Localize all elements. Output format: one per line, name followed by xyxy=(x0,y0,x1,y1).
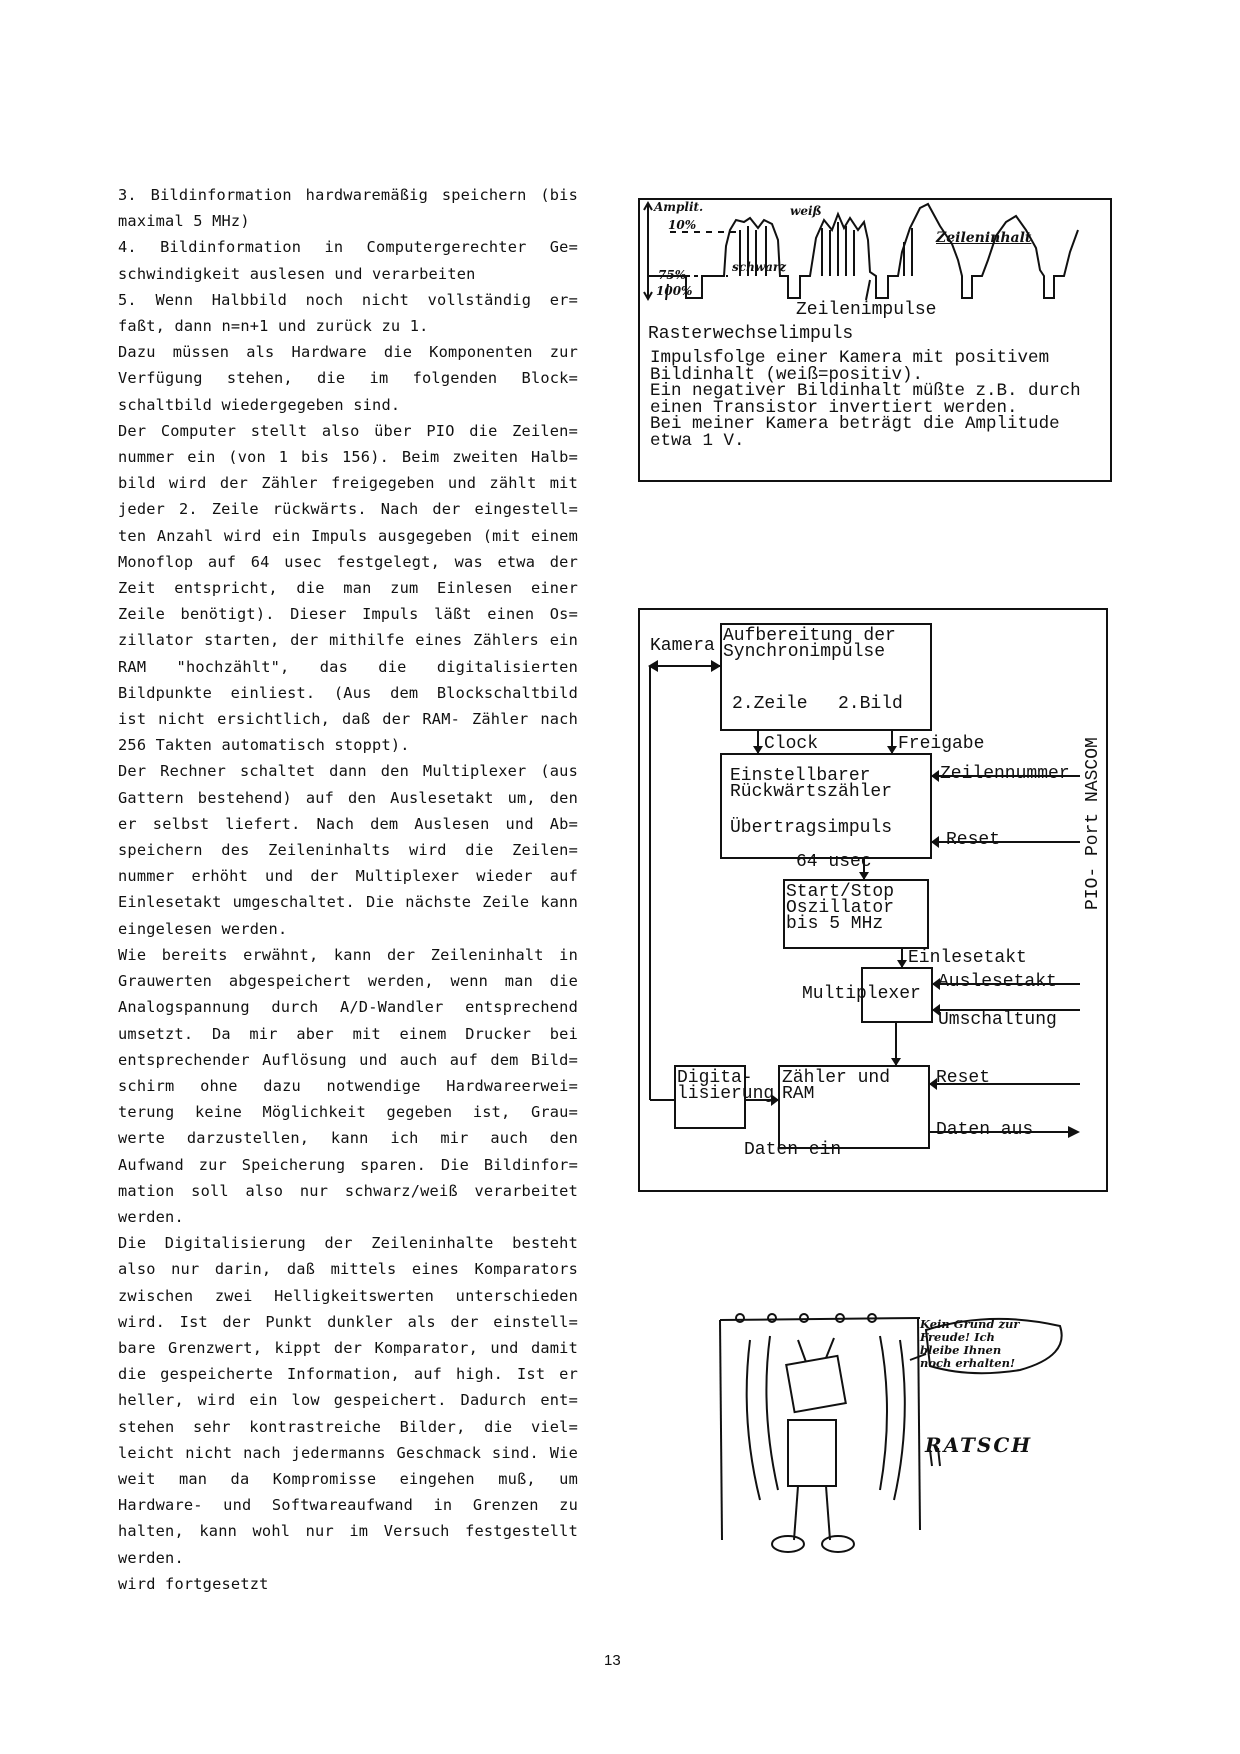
sync-box-line: Aufbereitung der xyxy=(723,626,896,646)
oscillator-line: Start/Stop xyxy=(786,882,895,902)
daten-aus-label: Daten aus xyxy=(936,1120,1034,1140)
caption-line: etwa 1 V. xyxy=(650,430,745,451)
ratsch-sound: RATSCH xyxy=(925,1433,1033,1457)
paragraph: Die Digitalisierung der Zeileninhalte besteht also nur darin, daß mittels eines Komparators zwischen zwei Helligkeitswerten unterschieden wird. Ist der Punkt dunkler als der einstell= bare Grenzwert, kippt der Komparator, und damit die gespeicherte Information, auf high. Ist er heller, wird ein low gespeichert. Dadurch ent= stehen sehr kontrastreiche Bilder, die viel= leicht nicht nach jedermanns Geschmack sind. Wie weit man da Kompromisse eingehen muß, um Hardware- und Softwareaufwand in Grenzen zu halten, kann wohl nur im Versuch festgestellt werden. xyxy=(118,1234,578,1567)
clock-label: Clock xyxy=(764,734,819,754)
article-text xyxy=(108,182,578,1597)
counter-box-line: Rückwärtszähler xyxy=(730,782,893,802)
zeile-label: 2.Zeile xyxy=(732,694,808,714)
ram-box-line: Zähler und xyxy=(782,1068,891,1088)
bubble-line: bleibe Ihnen xyxy=(920,1343,1002,1357)
paragraph: 5. Wenn Halbbild noch nicht vollständig er= faßt, dann n=n+1 und zurück zu 1. xyxy=(118,290,578,336)
caption-line: Bei meiner Kamera beträgt die Amplitude xyxy=(650,414,1060,434)
schwarz-note: schwarz xyxy=(732,260,787,274)
port-label: PIO- Port NASCOM xyxy=(1083,737,1103,910)
uebertrag-label: Übertragsimpuls xyxy=(730,818,893,838)
counter-box-line: Einstellbarer xyxy=(730,766,871,786)
caption-line: Impulsfolge einer Kamera mit positivem xyxy=(650,348,1050,368)
reset-label: Reset xyxy=(936,1068,991,1088)
auslesetakt-label: Auslesetakt xyxy=(938,972,1057,992)
zeilenimpulse-label: Zeilenimpulse xyxy=(796,300,937,320)
cartoon xyxy=(690,1300,1070,1560)
paragraph: 4. Bildinformation in Computergerechter Ge= schwindigkeit auslesen und verarbeiten xyxy=(118,238,578,283)
figure-caption xyxy=(650,350,1100,449)
zeilennummer-label: Zeilennummer xyxy=(940,764,1070,784)
bubble-line: Freude! Ich xyxy=(920,1330,995,1344)
percent-10-note: 10% xyxy=(668,218,697,232)
bild-label: 2.Bild xyxy=(838,694,903,714)
paragraph: Der Rechner schaltet dann den Multiplexer (aus Gattern bestehend) auf den Auslesetakt um, den er selbst liefert. Nach dem Auslesen und Ab= speichern des Zeileninhalts wird die Zeilen= nummer erhöht und der Multiplexer wieder auf Einlesetakt umgeschaltet. Die nächste Zeile kann eingelesen werden. xyxy=(118,762,578,938)
usec-label: 64 usec xyxy=(796,852,872,872)
page-number: 13 xyxy=(604,1652,621,1669)
reset-label: Reset xyxy=(946,830,1001,850)
paragraph: Der Computer stellt also über PIO die Zeilen= nummer ein (von 1 bis 156). Beim zweiten Halb= bild wird der Zähler freigegeben und zählt mit jeder 2. Zeile rückwärts. Nach der eingestell= ten Anzahl wird ein Impuls ausgegeben (mit einem Monoflop auf 64 usec festgelegt, was etwa der Zeit entspricht, die man zum Einlesen einer Zeile benötigt). Dieser Impuls läßt einen Os= zillator starten, der mithilfe eines Zählers ein RAM "hochzählt", das die digitalisierten Bildpunkte einliest. (Aus dem Blockschaltbild ist nicht ersichtlich, daß der RAM- Zähler nach 256 Takten automatisch stoppt). xyxy=(118,421,578,755)
rasterwechsel-label: Rasterwechselimpuls xyxy=(648,324,854,344)
amplitude-note: Amplit. xyxy=(654,200,704,214)
daten-ein-label: Daten ein xyxy=(744,1140,842,1160)
caption-line: Bildinhalt (weiß=positiv). xyxy=(650,364,924,385)
block-diagram xyxy=(638,608,1108,1192)
impulse-figure xyxy=(638,198,1112,482)
einlesetakt-label: Einlesetakt xyxy=(908,948,1027,968)
digit-box-line: lisierung xyxy=(677,1084,775,1104)
percent-75-note: 75% xyxy=(658,268,687,282)
digit-box-line: Digita- xyxy=(677,1068,753,1088)
bubble-line: Kein Grund zur xyxy=(920,1317,1020,1331)
kamera-label: Kamera xyxy=(650,636,715,656)
caption-line: einen Transistor invertiert werden. xyxy=(650,397,1018,418)
continued-note: wird fortgesetzt xyxy=(118,1574,269,1593)
paragraph: 3. Bildinformation hardwaremäßig speichern (bis maximal 5 MHz) xyxy=(118,186,578,231)
percent-100-note: 100% xyxy=(656,284,693,298)
bubble-line: noch erhalten! xyxy=(920,1356,1015,1370)
freigabe-label: Freigabe xyxy=(898,734,985,754)
multiplexer-label: Multiplexer xyxy=(802,984,921,1004)
umschaltung-label: Umschaltung xyxy=(938,1010,1057,1030)
paragraph: Dazu müssen als Hardware die Komponenten zur Verfügung stehen, die im folgenden Block= schaltbild wiedergegeben sind. xyxy=(118,343,578,414)
oscillator-line: bis 5 MHz xyxy=(786,914,884,934)
oscillator-line: Oszillator xyxy=(786,898,895,918)
weiss-note: weiß xyxy=(790,204,822,218)
sync-box-line: Synchronimpulse xyxy=(723,642,886,662)
zeileninhalt-note: Zeileninhalt xyxy=(936,230,1032,246)
caption-line: Ein negativer Bildinhalt müßte z.B. durch xyxy=(650,381,1081,401)
speech-bubble xyxy=(920,1318,1070,1370)
paragraph: Wie bereits erwähnt, kann der Zeileninhalt in Grauwerten abgespeichert werden, wenn man die Analogspannung durch A/D-Wandler entsprechend umsetzt. Da mir aber mit einem Drucker bei entsprechender Auflösung und auch auf dem Bild= schirm ohne dazu notwendige Hardwareerwei= terung keine Möglichkeit gegeben ist, Grau= werte darzustellen, kann ich mir auch den Aufwand zur Speicherung sparen. Die Bildinfor= mation soll also nur schwarz/weiß verarbeitet werden. xyxy=(118,945,578,1226)
ram-box-line: RAM xyxy=(782,1084,815,1104)
